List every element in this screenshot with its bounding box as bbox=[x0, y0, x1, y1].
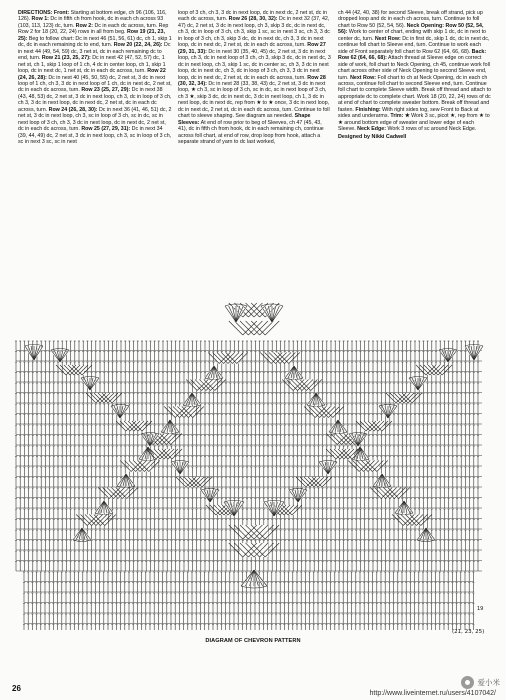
row-heading: Next Row: bbox=[374, 35, 401, 42]
row-heading: Row 27 (29, 31, 33): bbox=[178, 42, 326, 55]
instruction-text: Work 3 rows of sc around Neck Edge. bbox=[386, 126, 477, 133]
row-heading: Row 28 (30, 32, 34): bbox=[178, 74, 326, 87]
row-heading: Trim: ★ bbox=[390, 113, 410, 120]
chevron-crochet-chart bbox=[14, 300, 494, 630]
instruction-text: Work to center of chart, ending with skip 1 dc, dc in next to center dc, turn. bbox=[338, 29, 486, 42]
instruction-text: At end of row prior to beg of Sleeves, ch 47 (45, 43, 41), dc in fifth ch from hook, dc in each remaining ch, continue across foll chart, at end of row, drop loop from hook, attach a separate strand of yarn to dc last worked, bbox=[178, 119, 324, 146]
text-column-1 bbox=[18, 10, 172, 310]
instruction-text: Dc in next 36 (41, 46, 51) dc, 2 net st, 3 dc in next loop, ch 3, sc in loop of 3 ch, sc in dc, sc in next loop of 3 ch, ch 3, 3 dc in next loop, dc in next dc, 2 net st, dc in each dc across, turn. bbox=[18, 106, 172, 133]
row-heading: Row 22 (24, 26, 28): bbox=[18, 68, 166, 81]
row-heading: Row 1: bbox=[31, 16, 49, 23]
instruction-text: Attach thread at Sleeve edge on correct side of work, foll chart to Neck Opening, ch 45, continue work foll chart across other side of Neck Opening to second Sleeve end, turn. bbox=[338, 55, 490, 81]
instruction-text: Dc in fifth ch from hook, dc in each ch across 93 (103, 113, 123) dc, turn. bbox=[18, 16, 164, 29]
instruction-text: Starting at bottom edge, ch 96 (106, 116, 126). bbox=[18, 10, 167, 23]
directions-paragraph bbox=[18, 10, 172, 146]
instruction-text: Dc in next 42 (47, 52, 57) dc, 1 net st, ch 1, skip 1 loop of 1 ch, 4 dc in center loop, ch 1, skip 1 loop, dc in next dc, 1 net st, dc in each dc across, turn. bbox=[18, 55, 166, 75]
row-heading: Row 20 (22, 24, 26): bbox=[113, 42, 163, 49]
instruction-text: Dc in next 40 (45, 50, 55) dc, 2 net st, 3 dc in next loop of 1 ch, ch 3, 3 dc in next loop of 1 ch, dc in next dc, 2 net st, dc in each dc across, turn. bbox=[18, 74, 172, 94]
row-heading: Row 24 (26, 28, 30): bbox=[48, 106, 98, 113]
designer-credit: Designed by Nikki Cadwell bbox=[338, 133, 407, 140]
row-heading: Back: Row 62 (64, 66, 68): bbox=[338, 48, 487, 62]
row-heading: Row 26 (28, 30, 32): bbox=[228, 16, 278, 23]
row-heading: Shape Sleeves: bbox=[178, 113, 311, 126]
row-heading: Neck Opening: Row 50 (52, 54, 56): bbox=[338, 22, 484, 36]
instruction-text: Dc in next 28 (33, 38, 43) dc, 2 net st, 3 dc in next loop, ★ ch 3, sc in loop of 3 ch, sc in dc, sc in next loop of 3 ch, ch 3 ★, skip 3 dc, dc in next dc, 3 dc in next loop, ch 1, 3 dc in next loop, dc in next dc, rep from ★ to ★ once, 3 dc in next loop, dc in next dc, 2 net st, dc in each dc across, turn. Continue to foll chart to sleeve shaping. See diagram as needed. bbox=[178, 80, 330, 120]
instruction-text: Foll chart to ch at Neck Opening, dc in each ch across, continue foll chart to second Sleeve end, turn. Continue foll chart to complete Sleeve width. Break off thread and attach to appropriate dc to complete chart. Work 18 (20, 22, 24) rows of dc at end of chart to complete sweater bottom. Break off thread and fasten. bbox=[338, 74, 492, 113]
instruction-text: loop of 3 ch, ch 3, 3 dc in next loop, dc in next dc, 2 net st, dc in each dc across, turn. bbox=[178, 10, 327, 23]
row-heading: Row 25 (27, 29, 31): bbox=[81, 126, 131, 133]
row-heading: Row 21 (23, 25, 27): bbox=[41, 55, 91, 62]
instruction-text: Dc in next 38 (43, 48, 53) dc, 2 net st, 3 dc in next loop, ch 3, dc in loop of 3 ch, ch 3, 3 dc in next loop, dc in next dc, 2 net st, dc in each dc across, turn. bbox=[18, 87, 172, 113]
instruction-text: Dc in next 30 (35, 40, 45) dc, 2 net st, 3 dc in next loop, ch 3, dc in next loop of 3 ch, ch 3, skip 3 dc, dc in next dc, 3 dc in next loop, ch 3, skip 1 sc, dc in center sc, ch 3, 3 dc in next loop, dc in next dc, ch 3, dc in loop of 3 ch, ch 3, 3 dc in next loop, dc in next dc, 2 net st, dc in each dc across, turn. bbox=[178, 48, 331, 81]
text-column-3 bbox=[338, 10, 492, 310]
row-heading: Row 19 (21, 23, 25): bbox=[18, 29, 165, 42]
instruction-text: Beg to follow chart: Dc in next 46 (51, 56, 61) dc, ch 1, skip 1 dc, dc in each remaining dc to end, turn. bbox=[18, 35, 172, 49]
instruction-text: Dc in next 34 (39, 44, 49) dc, 2 net st, 3 dc in next loop, ch 3, sc in loop of 3 ch, sc in next 3 sc, sc in next bbox=[18, 126, 172, 146]
row-heading: Row 23 (25, 27, 29): bbox=[81, 87, 131, 94]
instruction-text: Dc in next 32 (37, 42, 47) dc, 2 net st, 3 dc in next loop, ch 3, skip 3 dc, dc in next dc, ch 3, dc in loop of 3 ch, ch 3, skip 1 sc, sc in next 3 sc, ch 3, 3 dc in loop of 3 ch, ch 3, skip 3 dc, dc in next dc, ch 3, 3 dc in next loop, dc in next dc, 2 net st, dc in each dc across, turn. bbox=[178, 16, 330, 49]
row-heading: Neck Edge: bbox=[357, 126, 386, 133]
instruction-text: Dc in each dc across, turn. Rep Row 2 for 18 (20, 22, 24) rows in all from beg. bbox=[18, 22, 169, 36]
instruction-text: Dc in next 44 (49, 54, 59) dc, 3 net st, dc in each remaining dc to end, turn. bbox=[18, 42, 171, 62]
instruction-text: With right sides tog, sew Front to Back at sides and underarms. bbox=[338, 106, 479, 120]
row-heading: Next Row: bbox=[350, 74, 376, 81]
instruction-text: ch 44 (42, 40, 38) for second Sleeve, break off strand, pick up dropped loop and dc in each ch across, turn. Continue to foll chart to Row 50 (52, 54, 56). bbox=[338, 10, 483, 29]
text-column-2 bbox=[178, 10, 332, 310]
row-heading: Row 2: bbox=[75, 22, 93, 29]
row-heading: DIRECTIONS: Front: bbox=[18, 10, 70, 16]
instruction-text: Dc in first dc, skip 1 dc, dc in next dc, continue foll chart to Sleeve end, turn. Continue to work each side of Front separately foll chart to Row 62 (64, 66, 68). bbox=[338, 35, 490, 55]
instruction-text: Work 3 sc, picot ★, rep from ★ to ★ around bottom edge of sweater and lower edge of each Sleeve. bbox=[338, 113, 490, 133]
directions-paragraph bbox=[338, 10, 492, 133]
directions-text bbox=[18, 10, 492, 310]
directions-paragraph bbox=[178, 10, 332, 146]
row-heading: Finishing: bbox=[355, 106, 381, 113]
